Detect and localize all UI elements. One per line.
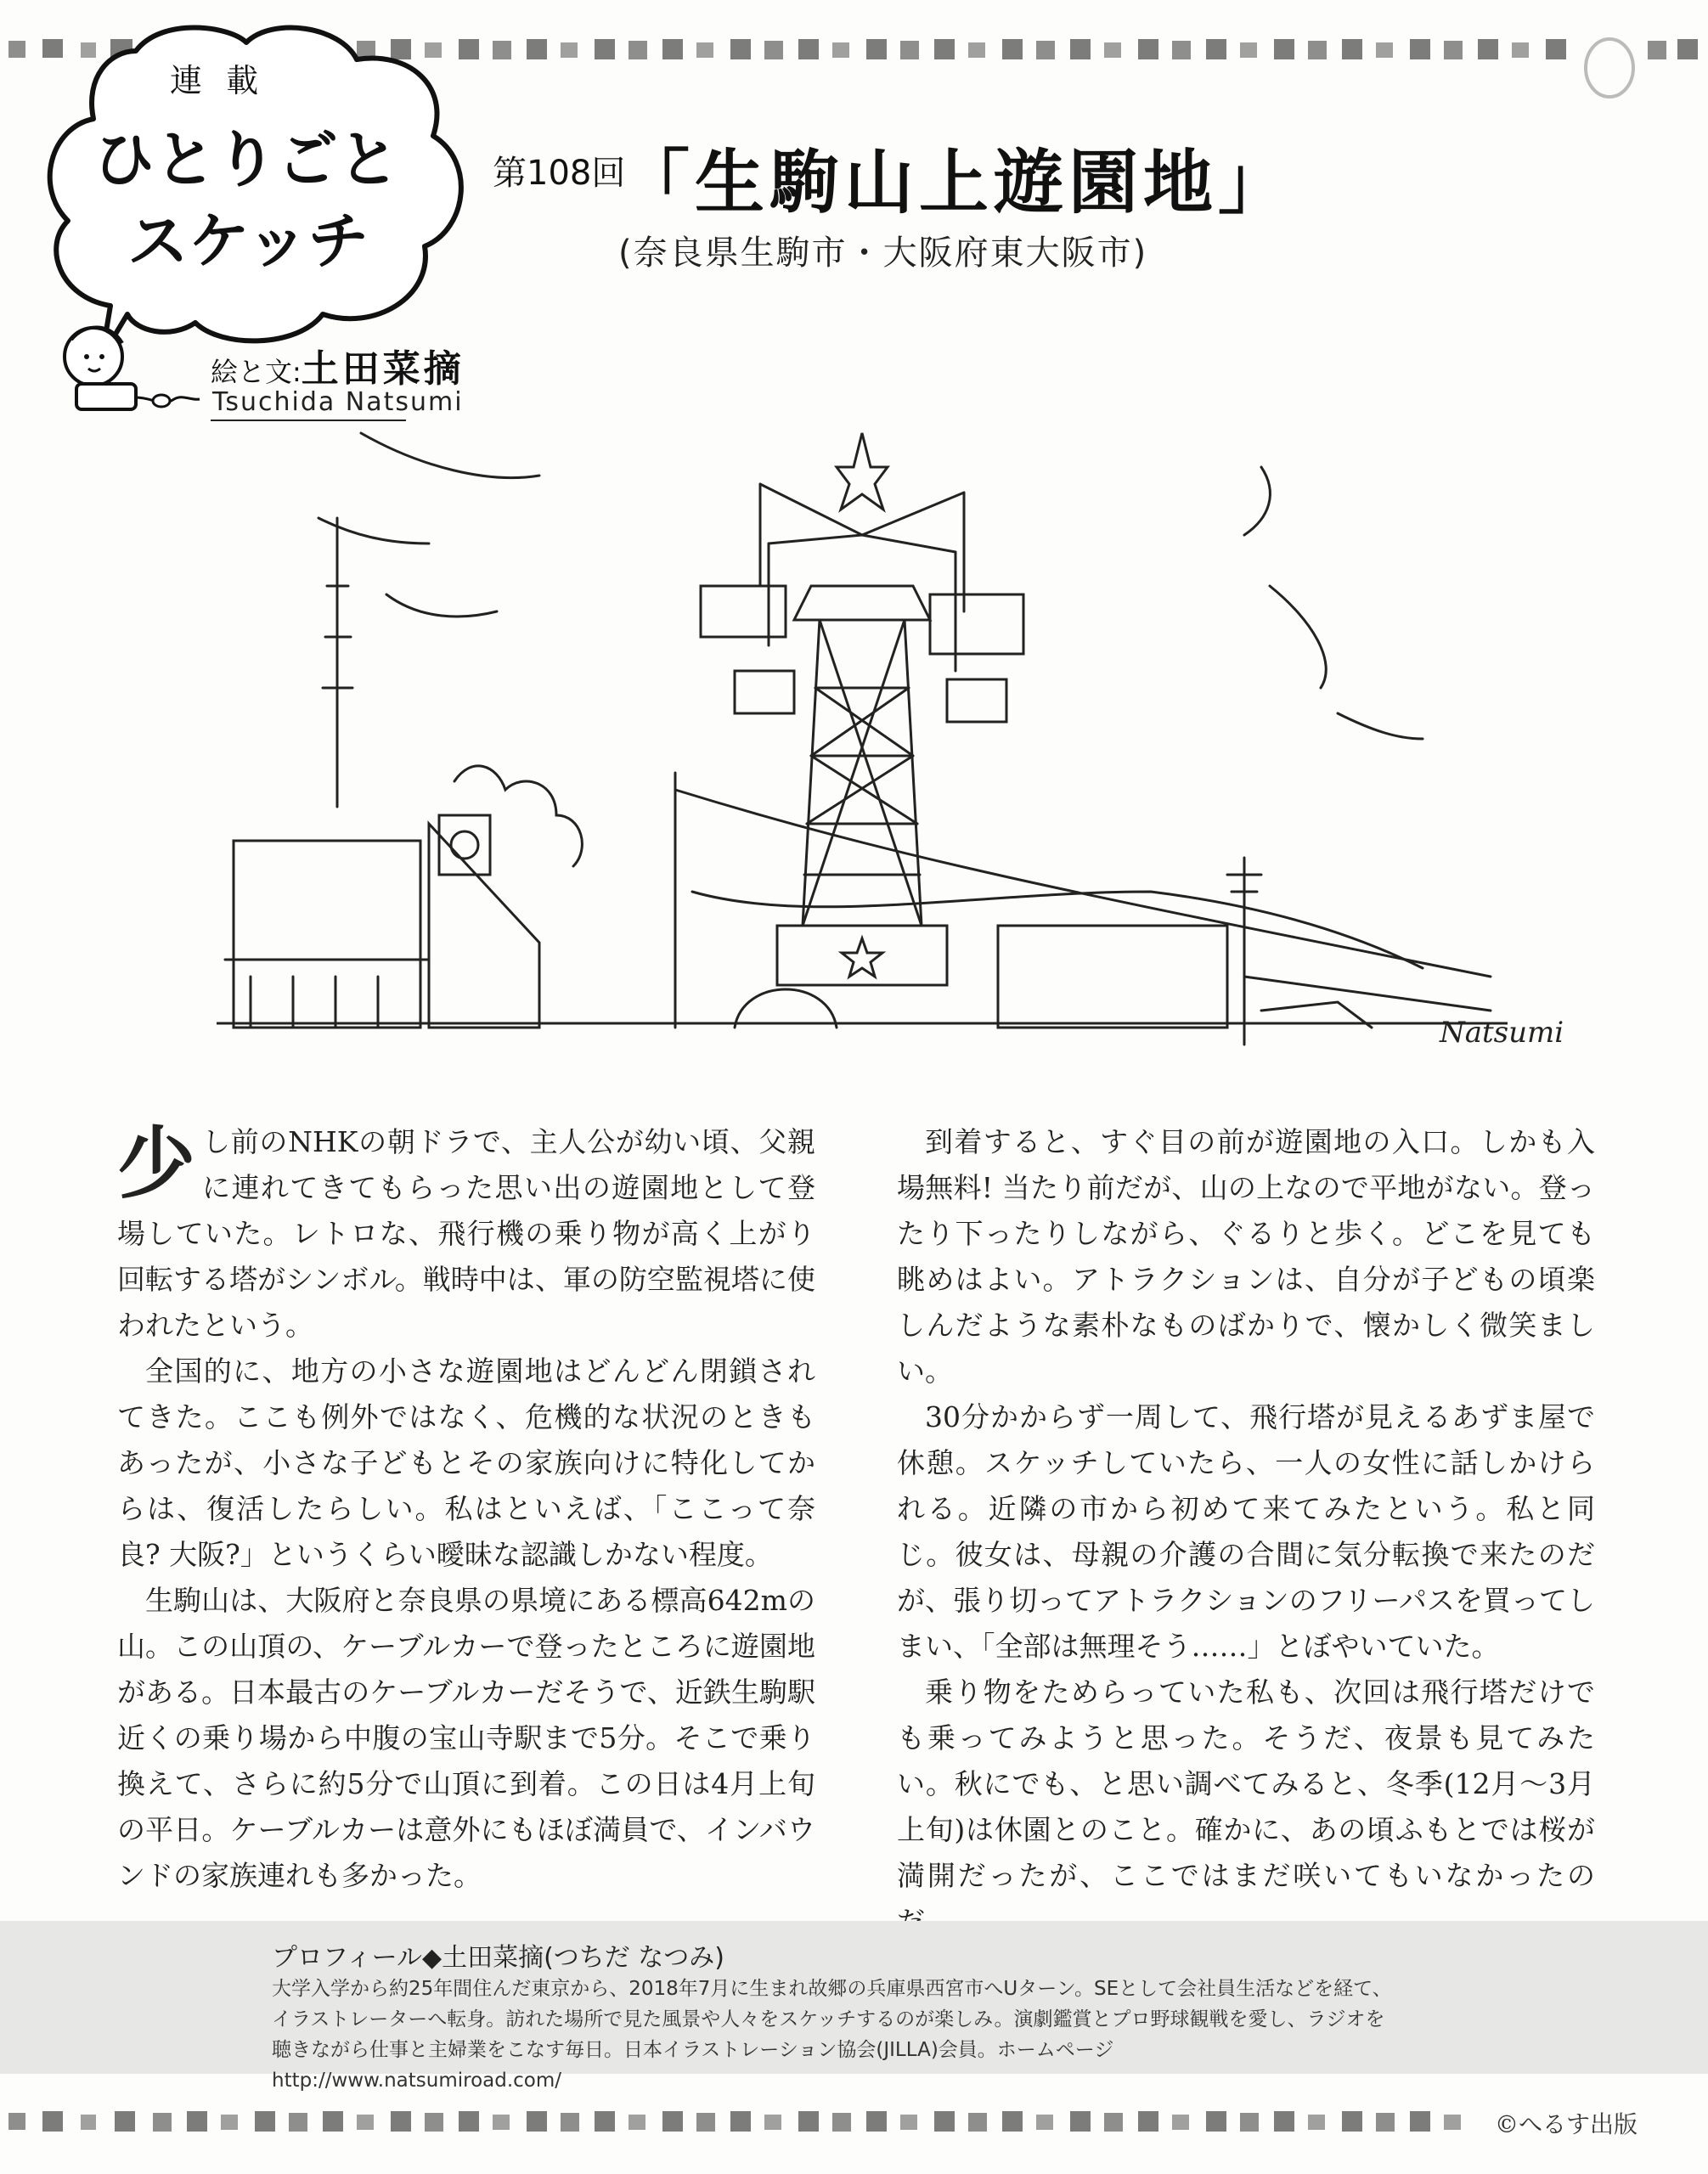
cloud-line xyxy=(1338,713,1423,739)
tower-arm xyxy=(769,535,955,552)
tunnel-arch xyxy=(735,989,837,1028)
left-buildings xyxy=(234,841,420,1028)
cloud-line xyxy=(692,892,1423,968)
paragraph: 生駒山は、大阪府と奈良県の県境にある標高642mの山。この山頂の、ケーブルカーで登ったところに遊園地がある。日本最古のケーブルカーだそうで、近鉄生駒駅近くの乗り場から中腹の宝山寺駅まで5分。そこで乗り換えて、さらに約5分で山頂に到着。この日は4月上旬の平日。ケーブルカーは意外にもほぼ満員で、インバウンドの家族連れも多かった。 xyxy=(117,1584,815,1892)
clock-house xyxy=(429,824,539,1028)
author-credit xyxy=(211,338,465,392)
bottom-stamp-border xyxy=(0,2104,1478,2138)
gondola xyxy=(930,594,1023,654)
author-name: 土田菜摘 xyxy=(301,347,465,391)
series-title-line1: ひとりごと xyxy=(93,124,400,195)
right-buildings xyxy=(998,926,1227,1028)
author-label: 絵と文: xyxy=(211,356,302,388)
article-column-left xyxy=(117,1119,815,1899)
paragraph: 全国的に、地方の小さな遊園地はどんどん閉鎖されてきた。ここも例外ではなく、危機的な状況のときもあったが、小さな子どもとその家族向けに特化してからは、復活したらしい。私はといえば、「ここって奈良? 大阪?」というくらい曖昧な認識しかない程度。 xyxy=(117,1355,816,1571)
gondola xyxy=(947,679,1006,722)
paragraph: 乗り物をためらっていた私も、次回は飛行塔だけでも乗ってみようと思った。そうだ、夜景も見てみたい。秋にでも、と思い調べてみると、冬季(12月〜3月上旬)は休園とのこと。確かに、あの頃ふもとでは桜が満開だったが、ここではまだ咲いてもいなかったの xyxy=(897,1676,1596,1892)
cloud-line xyxy=(361,433,539,478)
tower-crown xyxy=(794,586,930,620)
artist-signature: Natsumi xyxy=(1440,1016,1564,1050)
series-label: 連 載 xyxy=(170,62,266,99)
profile-title: プロフィール◆土田菜摘(つちだ なつみ) xyxy=(272,1943,725,1973)
author-roman: Tsuchida Natsumi xyxy=(212,387,464,417)
tower-arm xyxy=(760,484,964,535)
profile-text: 大学入学から約25年間住んだ東京から、2018年7月に生まれ故郷の兵庫県西宮市へUターン。SEとして会社員生活などを経て、イラストレーターへ転身。訪れた場所で見た風景や人々をスケッチするのが楽しみ。演劇鑑賞とプロ野球観戦を愛し、ラジオを聴きながら仕事と主婦業をこなす毎日。日本イラストレーション協会(JILLA)会員。ホームページ http://www.natsumiroad.com/ xyxy=(272,1978,1392,2092)
copyright: ©へるす出版 xyxy=(1495,2110,1638,2138)
paragraph: 到着すると、すぐ目の前が遊園地の入口。しかも入場無料! 当たり前だが、山の上なので平地がない。登ったり下ったりしながら、ぐるりと歩く。どこを見ても眺めはよい。アトラクションは、自分が子どもの頃楽しんだような素朴なものばかりで、懐かしく微笑ましい。 xyxy=(897,1125,1596,1388)
tower-body xyxy=(803,620,922,926)
tower-star-top xyxy=(837,433,888,510)
amusement-park-sketch xyxy=(217,416,1508,1079)
paragraph-text: し前のNHKの朝ドラで、主人公が幼い頃、父親に連れてきてもらった思い出の遊園地として登場していた。レトロな、飛行機の乗り物が高く上がり回転する塔がシンボル。戦時中は、軍の防空監視塔に使われたという。 xyxy=(117,1125,815,1342)
episode-number: 第108回 xyxy=(493,154,626,193)
location-subtitle: (奈良県生駒市・大阪府東大阪市) xyxy=(618,234,1148,273)
drop-cap: 少 xyxy=(117,1118,196,1209)
gondola xyxy=(735,671,794,713)
paragraph: 30分かからず一周して、飛行塔が見えるあずま屋で休憩。スケッチしていたら、一人の女性に話しかけられる。近隣の市から初めて来てみたという。私と同じ。彼女は、母親の介護の合間に気分転換で来たのだが、張り切ってアトラクションのフリーパスを買ってしまい、「全部は無理そう……」とぼやいていた。 xyxy=(897,1400,1595,1663)
cloud-line xyxy=(1244,467,1270,535)
series-title-line2: スケッチ xyxy=(127,206,369,277)
cloud-line xyxy=(386,594,497,617)
author-mascot-icon xyxy=(34,306,204,425)
cloud-line xyxy=(318,518,429,544)
article-column-right xyxy=(897,1119,1595,1945)
gondola xyxy=(701,586,786,637)
paragraph xyxy=(117,1119,815,1349)
article-title: 「生駒山上遊園地」 xyxy=(620,143,1294,223)
series-title xyxy=(93,119,433,282)
cloud-line xyxy=(1270,586,1326,688)
corner-circle-mark xyxy=(1580,34,1639,102)
profile-box xyxy=(0,1921,1708,2092)
